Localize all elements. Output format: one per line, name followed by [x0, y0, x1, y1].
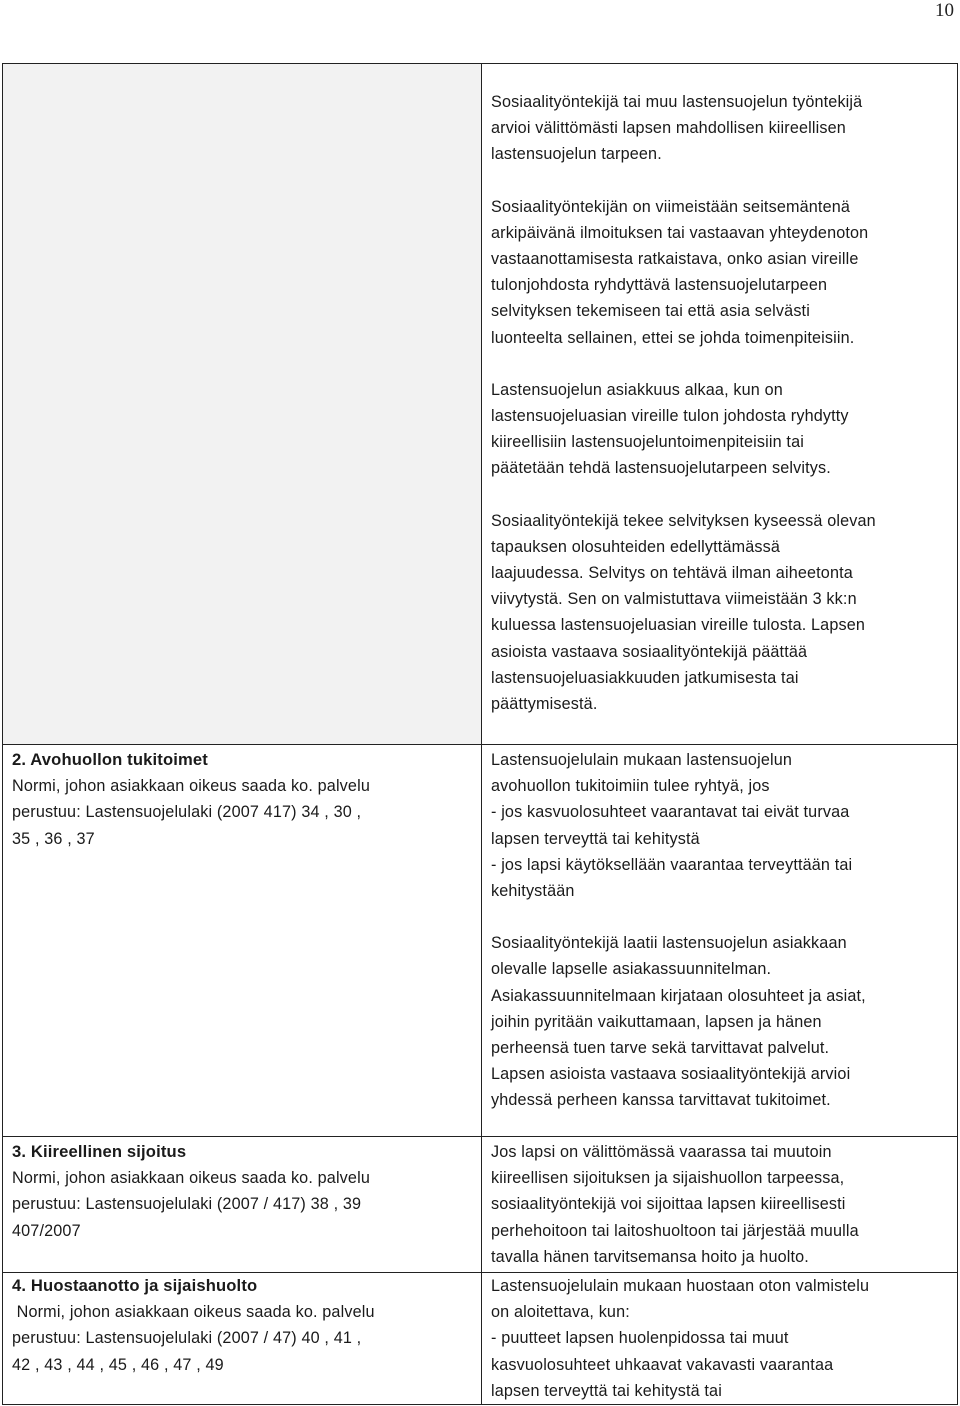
row4-left-cell	[3, 1273, 481, 1378]
norm-line: 35 , 36 , 37	[12, 829, 95, 848]
norm-line: perustuu: Lastensuojelulaki (2007 / 47) 40 , 41 ,	[12, 1329, 362, 1348]
row-divider-1	[3, 744, 957, 745]
row2-left-cell	[3, 747, 481, 852]
text-line: arkipäivänä ilmoituksen tai vastaavan yhteydenoton	[491, 223, 869, 242]
text-line: Sosiaalityöntekijän on viimeistään seitsemäntenä	[491, 197, 851, 216]
text-line: yhdessä perheen kanssa tarvittavat tukitoimet.	[491, 1091, 831, 1110]
norm-line: Normi, johon asiakkaan oikeus saada ko. palvelu	[12, 1169, 370, 1188]
page-number: 10	[935, 0, 954, 21]
section-heading-huostaanotto: 4. Huostaanotto ja sijaishuolto	[12, 1276, 258, 1295]
row-divider-2	[3, 1136, 957, 1137]
text-line: kiireellisiin lastensuojeluntoimenpiteisiin tai	[491, 433, 804, 452]
text-line: perheensä tuen tarve sekä tarvittavat palvelut.	[491, 1039, 830, 1058]
row1-left-cell	[3, 64, 481, 744]
text-line: Lastensuojelulain mukaan huostaan oton valmistelu	[491, 1277, 870, 1295]
norm-line: perustuu: Lastensuojelulaki (2007 417) 34 , 30 ,	[12, 803, 362, 822]
text-line: olevalle lapselle asiakassuunnitelman.	[491, 960, 772, 979]
text-line: laajuudessa. Selvitys on tehtävä ilman aiheetonta	[491, 564, 853, 583]
row1-right-cell	[482, 89, 957, 717]
section-heading-kiireellinen-sijoitus: 3. Kiireellinen sijoitus	[12, 1142, 187, 1161]
text-line: kasvuolosuhteet uhkaavat vakavasti vaarantaa	[491, 1355, 834, 1374]
text-line: tapauksen olosuhteiden edellyttämässä	[491, 537, 781, 556]
row3-right-cell	[482, 1139, 957, 1270]
row2-description	[482, 747, 957, 1114]
norm-line: perustuu: Lastensuojelulaki (2007 / 417) 38 , 39	[12, 1195, 362, 1214]
row3-description	[482, 1139, 957, 1270]
norm-line: 42 , 43 , 44 , 45 , 46 , 47 , 49	[12, 1355, 224, 1374]
text-line: luonteelta sellainen, ettei se johda toimenpiteisiin.	[491, 328, 855, 347]
text-line: avohuollon tukitoimiin tulee ryhtyä, jos	[491, 777, 770, 796]
section-heading-avohuolto: 2. Avohuollon tukitoimet	[12, 750, 208, 769]
row1-description	[482, 89, 957, 717]
text-line: sosiaalityöntekijä voi sijoittaa lapsen kiireellisesti	[491, 1195, 846, 1214]
row2-right-cell	[482, 747, 957, 1114]
text-line: Jos lapsi on välittömässä vaarassa tai muutoin	[491, 1143, 832, 1161]
text-line: lastensuojeluasiakkuuden jatkumisesta tai	[491, 668, 799, 687]
norm-line: Normi, johon asiakkaan oikeus saada ko. palvelu	[12, 777, 370, 796]
text-line: tavalla hänen tarvitsemansa hoito ja huolto.	[491, 1247, 809, 1266]
text-line: tulonjohdosta ryhdyttävä lastensuojelutarpeen	[491, 276, 828, 295]
text-line: Asiakassuunnitelmaan kirjataan olosuhteet ja asiat,	[491, 986, 866, 1005]
text-line: Lastensuojelulain mukaan lastensuojelun	[491, 751, 793, 769]
text-line: viivytystä. Sen on valmistuttava viimeistään 3 kk:n	[491, 590, 857, 609]
text-line: päätetään tehdä lastensuojelutarpeen selvitys.	[491, 459, 831, 478]
text-line: selvityksen tekemiseen tai että asia selvästi	[491, 302, 810, 321]
row4-description	[482, 1273, 957, 1404]
text-line: Lastensuojelun asiakkuus alkaa, kun on	[491, 380, 783, 399]
text-line: kiireellisen sijoituksen ja sijaishuollon tarpeessa,	[491, 1169, 845, 1188]
text-line: lastensuojeluasian vireille tulon johdosta ryhdytty	[491, 407, 849, 426]
text-line: perhehoitoon tai laitoshuoltoon tai järjestää muulla	[491, 1221, 859, 1240]
text-line: Sosiaalityöntekijä tekee selvityksen kyseessä olevan	[491, 511, 876, 530]
text-line: Sosiaalityöntekijä tai muu lastensuojelun työntekijä	[491, 93, 863, 111]
text-line: - jos lapsi käytöksellään vaarantaa terveyttään tai	[491, 855, 853, 874]
row3-left-cell	[3, 1139, 481, 1244]
text-line: kuluessa lastensuojeluasian vireille tulosta. Lapsen	[491, 616, 866, 635]
norm-line: Normi, johon asiakkaan oikeus saada ko. palvelu	[12, 1303, 375, 1322]
text-line: Lapsen asioista vastaava sosiaalityöntekijä arvioi	[491, 1065, 851, 1084]
text-line: lapsen terveyttä tai kehitystä tai	[491, 1381, 722, 1400]
text-line: - jos kasvuolosuhteet vaarantavat tai eivät turvaa	[491, 803, 850, 822]
text-line: - puutteet lapsen huolenpidossa tai muut	[491, 1329, 789, 1348]
text-line: vastaanottamisesta ratkaistava, onko asian vireille	[491, 250, 859, 269]
text-line: lapsen terveyttä tai kehitystä	[491, 829, 700, 848]
row4-right-cell	[482, 1273, 957, 1404]
text-line: asioista vastaava sosiaalityöntekijä päättää	[491, 642, 808, 661]
text-line: lastensuojelun tarpeen.	[491, 145, 662, 164]
norm-line: 407/2007	[12, 1221, 81, 1240]
text-line: joihin pyritään vaikuttamaan, lapsen ja hänen	[491, 1012, 822, 1031]
text-line: kehitystään	[491, 882, 575, 901]
text-line: on aloitettava, kun:	[491, 1303, 630, 1322]
text-line: Sosiaalityöntekijä laatii lastensuojelun asiakkaan	[491, 934, 847, 953]
text-line: päättymisestä.	[491, 695, 598, 714]
text-line: arvioi välittömästi lapsen mahdollisen kiireellisen	[491, 119, 846, 138]
service-table	[2, 63, 958, 1405]
